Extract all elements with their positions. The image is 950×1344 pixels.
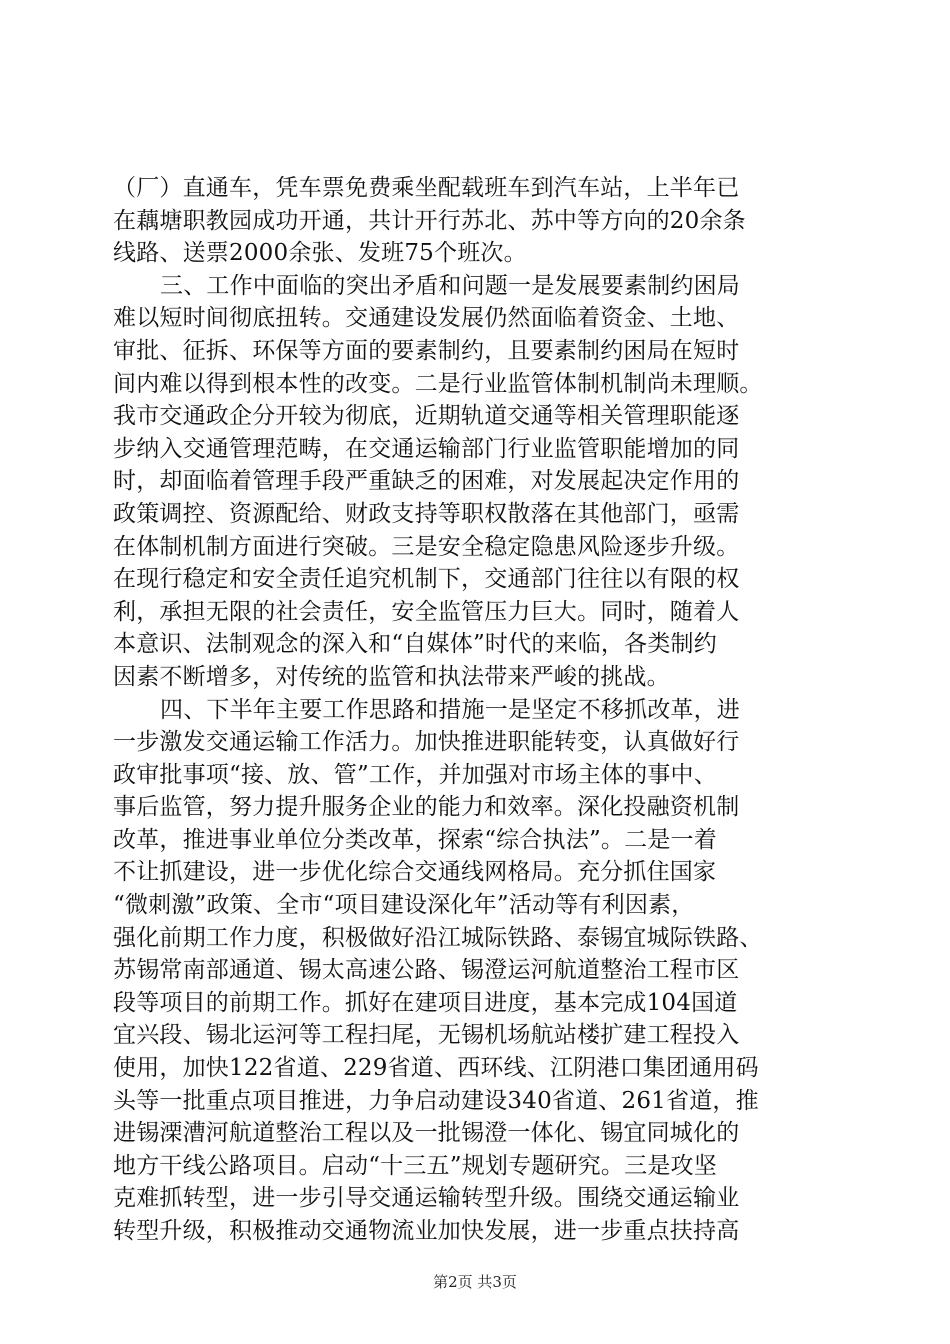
text-line: 地方干线公路项目。启动“十三五”规划专题研究。三是攻坚 (113, 1152, 717, 1179)
text-line: 线路、送票2000余张、发班75个班次。 (113, 240, 527, 267)
text-line: 政审批事项“接、放、管”工作，并加强对市场主体的事中、 (113, 761, 717, 788)
text-line: 在体制机制方面进行突破。三是安全稳定隐患风险逐步升级。 (113, 533, 740, 560)
text-line: 克难抓转型，进一步引导交通运输转型升级。围绕交通运输业 (113, 1185, 740, 1212)
page-number-footer: 第2页 共3页 (433, 1273, 517, 1291)
section-three-heading-line: 三、工作中面临的突出矛盾和问题一是发展要素制约困局 (160, 272, 740, 299)
section-four-heading-line: 四、下半年主要工作思路和措施一是坚定不移抓改革，进 (160, 696, 740, 723)
text-line: 审批、征拆、环保等方面的要素制约，且要素制约困局在短时 (113, 337, 740, 364)
text-line: “微刺激”政策、全市“项目建设深化年”活动等有利因素， (113, 892, 695, 919)
text-line: 我市交通政企分开较为彻底，近期轨道交通等相关管理职能逐 (113, 403, 740, 430)
text-line: 转型升级，积极推动交通物流业加快发展，进一步重点扶持高 (113, 1218, 740, 1244)
text-line: 间内难以得到根本性的改变。二是行业监管体制机制尚未理顺。 (113, 370, 763, 397)
text-line: 苏锡常南部通道、锡太高速公路、锡澄运河航道整治工程市区 (113, 957, 740, 984)
text-line: 难以短时间彻底扭转。交通建设发展仍然面临着资金、土地、 (113, 305, 740, 332)
text-line: 事后监管，努力提升服务企业的能力和效率。深化投融资机制 (113, 794, 740, 821)
text-line: 使用，加快122省道、229省道、西环线、江阴港口集团通用码 (113, 1055, 759, 1082)
text-line: 因素不断增多，对传统的监管和执法带来严峻的挑战。 (113, 663, 670, 690)
text-line: 强化前期工作力度，积极做好沿江城际铁路、泰锡宜城际铁路、 (113, 924, 763, 951)
text-line: 利，承担无限的社会责任，安全监管压力巨大。同时，随着人 (113, 598, 740, 625)
text-line: 不让抓建设，进一步优化综合交通线网格局。充分抓住国家 (113, 859, 717, 886)
text-line: 进锡溧漕河航道整治工程以及一批锡澄一体化、锡宜同城化的 (113, 1120, 740, 1147)
text-line: 段等项目的前期工作。抓好在建项目进度，基本完成104国道 (113, 989, 738, 1016)
document-body (113, 172, 843, 1248)
text-line: 在现行稳定和安全责任追究机制下，交通部门往往以有限的权 (113, 566, 740, 593)
text-line: 本意识、法制观念的深入和“自媒体”时代的来临，各类制约 (113, 631, 717, 658)
text-line: 头等一批重点项目推进，力争启动建设340省道、261省道，推 (113, 1087, 759, 1114)
text-line: 宜兴段、锡北运河等工程扫尾，无锡机场航站楼扩建工程投入 (113, 1022, 740, 1049)
text-line: 政策调控、资源配给、财政支持等职权散落在其他部门，亟需 (113, 500, 740, 527)
text-line: 改革，推进事业单位分类改革，探索“综合执法”。二是一着 (113, 826, 717, 853)
text-line: 时，却面临着管理手段严重缺乏的困难，对发展起决定作用的 (113, 468, 740, 495)
text-line: 步纳入交通管理范畴，在交通运输部门行业监管职能增加的同 (113, 435, 740, 462)
text-line: 在藕塘职教园成功开通，共计开行苏北、苏中等方向的20余条 (113, 207, 746, 234)
text-line: 一步激发交通运输工作活力。加快推进职能转变，认真做好行 (113, 729, 740, 756)
text-line: （厂）直通车，凭车票免费乘坐配载班车到汽车站，上半年已 (113, 175, 740, 201)
